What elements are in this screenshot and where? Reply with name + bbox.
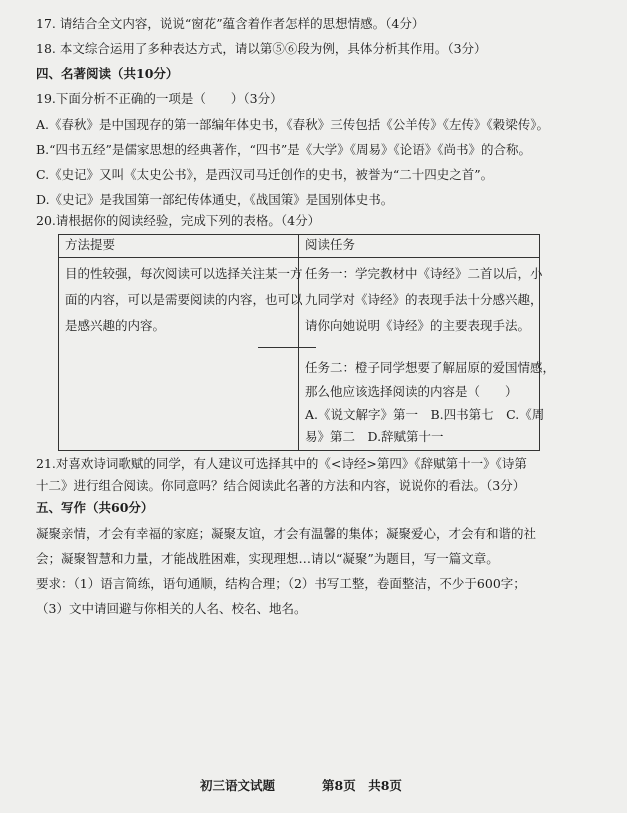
section-5-heading: 五、写作（共60分） bbox=[36, 500, 154, 515]
question-18: 18. 本文综合运用了多种表达方式，请以第⑤⑥段为例，具体分析其作用。（3分） bbox=[36, 41, 487, 56]
task2-line-3: A.《说文解字》第一 B.四书第七 C.《周 bbox=[305, 407, 545, 422]
footer-page-number: 第8页 共8页 bbox=[322, 778, 402, 793]
answer-blank-line bbox=[258, 347, 316, 348]
task2-line-2: 那么他应该选择阅读的内容是（ ） bbox=[305, 384, 518, 399]
table-header-task: 阅读任务 bbox=[305, 237, 356, 252]
question-19-option-c: C.《史记》又叫《太史公书》，是西汉司马迁创作的史书，被誉为“二十四史之首”。 bbox=[36, 167, 494, 182]
table-header-divider bbox=[59, 257, 539, 258]
table-header-method: 方法提要 bbox=[65, 237, 116, 252]
question-19-option-d: D.《史记》是我国第一部纪传体通史，《战国策》是国别体史书。 bbox=[36, 192, 394, 207]
question-19-option-a: A.《春秋》是中国现存的第一部编年体史书，《春秋》三传包括《公羊传》《左传》《穀梁传》。 bbox=[36, 117, 550, 132]
question-17: 17. 请结合全文内容，说说“窗花”蕴含着作者怎样的思想情感。（4分） bbox=[36, 16, 425, 31]
task2-line-4: 易》第二 D.辞赋第十一 bbox=[305, 429, 444, 444]
question-21-line-1: 21.对喜欢诗词歌赋的同学，有人建议可选择其中的《<诗经>第四》《辞赋第十一》《诗第 bbox=[36, 456, 527, 471]
question-19-stem: 19.下面分析不正确的一项是（ ）（3分） bbox=[36, 91, 283, 106]
writing-requirements-line-1: 要求：（1）语言简练，语句通顺，结构合理；（2）书写工整，卷面整洁，不少于600字； bbox=[36, 576, 526, 591]
task1-line-3: 请你向她说明《诗经》的主要表现手法。 bbox=[305, 318, 531, 333]
writing-requirements-line-2: （3）文中请回避与你相关的人名、校名、地名。 bbox=[36, 601, 307, 616]
task1-line-1: 任务一：学完教材中《诗经》二首以后，小 bbox=[305, 266, 543, 281]
method-line-2: 面的内容，可以是需要阅读的内容，也可以 bbox=[65, 292, 303, 307]
reading-table bbox=[58, 234, 556, 451]
question-21-line-2: 十二》进行组合阅读。你同意吗？结合阅读此名著的方法和内容，说说你的看法。（3分） bbox=[36, 478, 526, 493]
writing-prompt-line-2: 会；凝聚智慧和力量，才能战胜困难，实现理想…请以“凝聚”为题目，写一篇文章。 bbox=[36, 551, 499, 566]
footer-exam-title: 初三语文试题 bbox=[200, 778, 276, 793]
task1-line-2: 九同学对《诗经》的表现手法十分感兴趣， bbox=[305, 292, 543, 307]
question-20-stem: 20.请根据你的阅读经验，完成下列的表格。（4分） bbox=[36, 213, 321, 228]
task2-line-1: 任务二：橙子同学想要了解屈原的爱国情感， bbox=[305, 360, 556, 375]
method-line-3: 是感兴趣的内容。 bbox=[65, 318, 166, 333]
method-line-1: 目的性较强，每次阅读可以选择关注某一方 bbox=[65, 266, 303, 281]
section-4-heading: 四、名著阅读（共10分） bbox=[36, 66, 179, 81]
question-19-option-b: B.“四书五经”是儒家思想的经典著作，“四书”是《大学》《周易》《论语》《尚书》的合称。 bbox=[36, 142, 531, 157]
writing-prompt-line-1: 凝聚亲情，才会有幸福的家庭；凝聚友谊，才会有温馨的集体；凝聚爱心，才会有和谐的社 bbox=[36, 526, 537, 541]
